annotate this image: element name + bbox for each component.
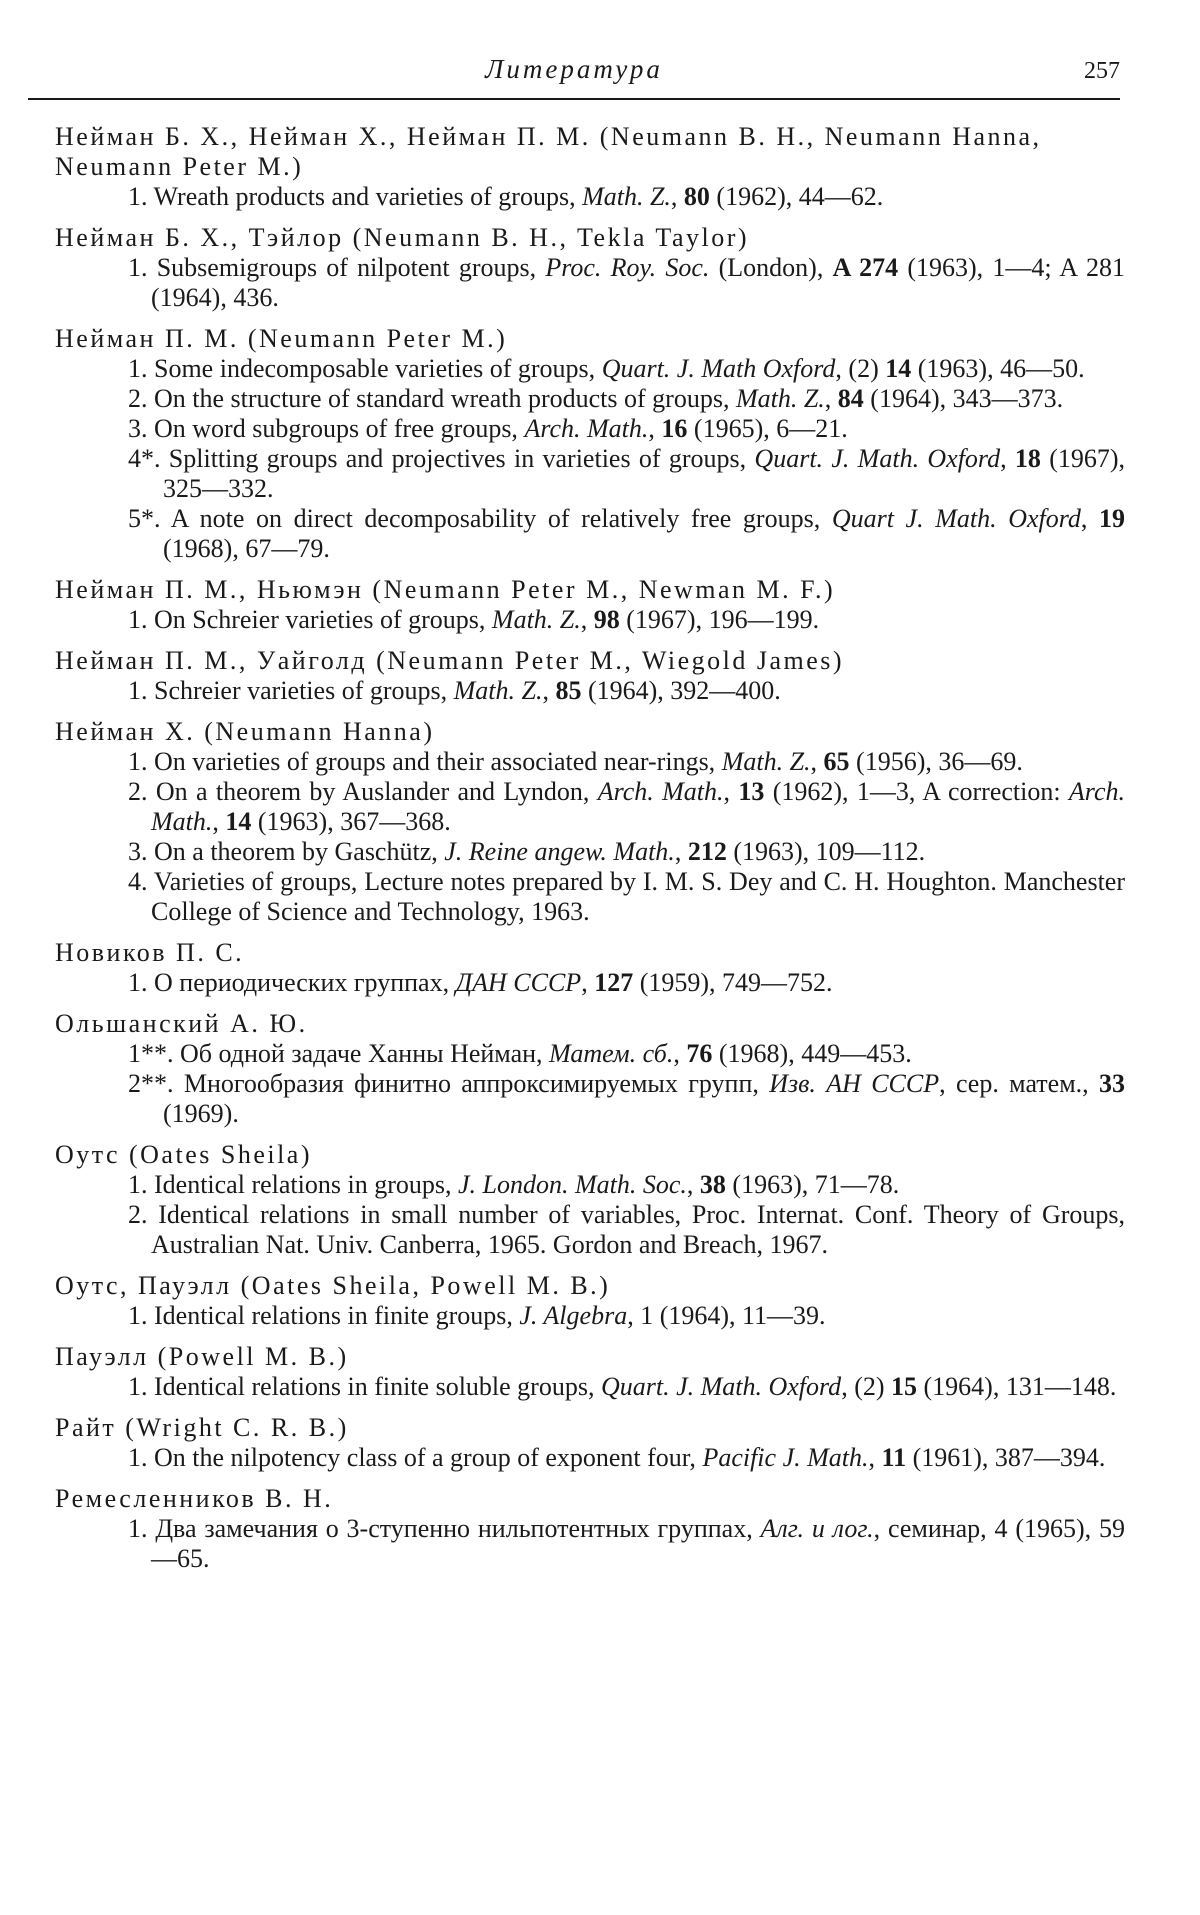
entry-author: Нейман Б. Х., Нейман Х., Нейман П. М. (Neumann B. H., Neumann Hanna, Neumann Peter M.) xyxy=(55,122,1042,181)
journal-title: J. Reine angew. Math. xyxy=(444,837,675,866)
reference-text: (1963), 46—50. xyxy=(911,354,1085,383)
bib-entry xyxy=(55,1342,1125,1402)
reference-text: 1. Subsemigroups of nilpotent groups, xyxy=(128,253,546,282)
reference-item xyxy=(55,504,1125,564)
reference-item xyxy=(55,444,1125,504)
journal-title: J. Algebra xyxy=(519,1301,628,1330)
reference-item xyxy=(55,1200,1125,1260)
reference-text: , xyxy=(580,605,594,634)
running-title: Литература xyxy=(485,54,663,84)
reference-text: 4. Varieties of groups, Lecture notes prepared by I. M. S. Dey and C. H. Houghton. Manchester College of Science and Technology, 1963. xyxy=(128,867,1125,926)
journal-title: Матем. сб. xyxy=(549,1039,674,1068)
volume-number: 212 xyxy=(687,837,727,866)
reference-item xyxy=(55,1039,1125,1069)
reference-item xyxy=(55,676,1125,706)
entry-author: Нейман Б. Х., Тэйлор (Neumann B. H., Tekla Taylor) xyxy=(55,223,750,252)
volume-number: A 274 xyxy=(832,253,899,282)
reference-text: 1. Some indecomposable varieties of groups, xyxy=(128,354,602,383)
journal-title: Алг. и лог. xyxy=(760,1514,874,1543)
journal-title: Quart. J. Math. Oxford xyxy=(600,1372,842,1401)
volume-number: 33 xyxy=(1099,1069,1125,1098)
journal-title: Math. Z. xyxy=(453,676,543,705)
bib-entry xyxy=(55,1009,1125,1129)
reference-item xyxy=(55,1443,1125,1473)
reference-text: , xyxy=(1000,444,1015,473)
reference-item xyxy=(55,605,1125,635)
journal-title: Math. Z. xyxy=(491,605,581,634)
journal-title: Quart. J. Math. Oxford xyxy=(754,444,1001,473)
journal-title: Arch. Math. xyxy=(524,414,649,443)
reference-text: 1. Wreath products and varieties of groups, xyxy=(128,182,583,211)
volume-number: 13 xyxy=(738,777,765,806)
reference-text: , (2) xyxy=(841,1372,892,1401)
reference-text: (1962), 1—3, A correction: xyxy=(764,777,1069,806)
bib-entry xyxy=(55,717,1125,927)
reference-item xyxy=(55,384,1125,414)
reference-text: 2. On the structure of standard wreath products of groups, xyxy=(128,384,736,413)
reference-text: (1963), 367—368. xyxy=(251,807,451,836)
journal-title: Proc. Roy. Soc. xyxy=(545,253,710,282)
reference-text: (1967), 325—332. xyxy=(163,444,1126,503)
reference-text: , xyxy=(686,1170,700,1199)
bib-entry xyxy=(55,1484,1125,1574)
entry-author: Райт (Wright C. R. B.) xyxy=(55,1413,349,1442)
reference-text: 1. On the nilpotency class of a group of exponent four, xyxy=(128,1443,703,1472)
bibliography-list xyxy=(55,122,1125,1585)
reference-text: 1. Identical relations in groups, xyxy=(128,1170,458,1199)
reference-item xyxy=(55,354,1125,384)
volume-number: 16 xyxy=(661,414,688,443)
reference-text: (1964), 392—400. xyxy=(581,676,781,705)
reference-item xyxy=(55,1170,1125,1200)
reference-text: , xyxy=(723,777,739,806)
journal-title: Math. Z. xyxy=(735,384,825,413)
reference-text: 1. Schreier varieties of groups, xyxy=(128,676,454,705)
journal-title: Quart J. Math. Oxford xyxy=(831,504,1081,533)
volume-number: 80 xyxy=(683,182,710,211)
bib-entry xyxy=(55,1413,1125,1473)
reference-text: 2. Identical relations in small number of variables, Proc. Internat. Conf. Theory of Groups, Australian Nat. Univ. Canberra, 1965. Gordon and Breach, 1967. xyxy=(128,1200,1125,1259)
reference-text: 1**. Об одной задаче Ханны Нейман, xyxy=(128,1039,550,1068)
reference-text: , xyxy=(581,968,595,997)
reference-text: 2. On a theorem by Auslander and Lyndon, xyxy=(128,777,598,806)
reference-text: 3. On word subgroups of free groups, xyxy=(128,414,525,443)
reference-text: (1968), 449—453. xyxy=(712,1039,912,1068)
volume-number: 14 xyxy=(225,807,252,836)
reference-text: (1968), 67—79. xyxy=(163,534,330,563)
reference-text: (London), xyxy=(709,253,833,282)
reference-text: , сер. матем., xyxy=(939,1069,1099,1098)
reference-text: 1. On varieties of groups and their associated near-rings, xyxy=(128,747,722,776)
volume-number: 65 xyxy=(823,747,850,776)
volume-number: 84 xyxy=(837,384,864,413)
reference-item xyxy=(55,1372,1125,1402)
reference-text: 1. On Schreier varieties of groups, xyxy=(128,605,492,634)
entry-author: Нейман Х. (Neumann Hanna) xyxy=(55,717,435,746)
volume-number: 11 xyxy=(881,1443,907,1472)
reference-text: 1. Identical relations in finite soluble groups, xyxy=(128,1372,601,1401)
reference-text: , xyxy=(542,676,556,705)
reference-item xyxy=(55,837,1125,867)
volume-number: 18 xyxy=(1014,444,1041,473)
reference-text: , xyxy=(824,384,838,413)
reference-item xyxy=(55,867,1125,927)
volume-number: 19 xyxy=(1099,504,1126,533)
reference-text: 1. Два замечания о 3-ступенно нильпотентных группах, xyxy=(128,1514,761,1543)
reference-text: (1961), 387—394. xyxy=(906,1443,1106,1472)
reference-text: , xyxy=(670,182,684,211)
reference-text: (1962), 44—62. xyxy=(709,182,884,211)
reference-item xyxy=(55,253,1125,313)
journal-title: J. London. Math. Soc. xyxy=(457,1170,687,1199)
reference-text: (1963), 109—112. xyxy=(726,837,926,866)
volume-number: 98 xyxy=(593,605,620,634)
reference-item xyxy=(55,747,1125,777)
reference-item xyxy=(55,182,1125,212)
reference-text: , xyxy=(1080,504,1100,533)
volume-number: 85 xyxy=(555,676,582,705)
volume-number: 76 xyxy=(686,1039,713,1068)
reference-text: 1. О периодических группах, xyxy=(128,968,456,997)
reference-text: (1965), 6—21. xyxy=(687,414,848,443)
bib-entry xyxy=(55,1271,1125,1331)
bib-entry xyxy=(55,646,1125,706)
entry-author: Нейман П. М., Уайголд (Neumann Peter M., Wiegold James) xyxy=(55,646,845,675)
entry-author: Пауэлл (Powell M. B.) xyxy=(55,1342,349,1371)
entry-author: Нейман П. М. (Neumann Peter M.) xyxy=(55,324,508,353)
entry-author: Оутс, Пауэлл (Oates Sheila, Powell M. B.) xyxy=(55,1271,611,1300)
journal-title: Math. Z. xyxy=(582,182,671,211)
entry-author: Новиков П. С. xyxy=(55,938,245,967)
bib-entry xyxy=(55,122,1125,212)
bib-entry xyxy=(55,938,1125,998)
bib-entry xyxy=(55,324,1125,564)
bib-entry xyxy=(55,223,1125,313)
running-header xyxy=(28,48,1120,100)
reference-text: , xyxy=(868,1443,882,1472)
journal-title: Pacific J. Math. xyxy=(702,1443,869,1472)
journal-title: Arch. Math. xyxy=(597,777,724,806)
entry-author: Ремесленников В. Н. xyxy=(55,1484,334,1513)
reference-item xyxy=(55,1069,1125,1129)
volume-number: 14 xyxy=(885,354,912,383)
journal-title: Arch. Math. xyxy=(151,777,1125,836)
volume-number: 38 xyxy=(699,1170,726,1199)
reference-text: (1956), 36—69. xyxy=(849,747,1023,776)
reference-text: 4*. Splitting groups and projectives in varieties of groups, xyxy=(128,444,755,473)
reference-text: , xyxy=(212,807,226,836)
bib-entry xyxy=(55,1140,1125,1260)
entry-author: Ольшанский А. Ю. xyxy=(55,1009,308,1038)
reference-item xyxy=(55,1514,1125,1574)
reference-text: (1964), 131—148. xyxy=(917,1372,1117,1401)
reference-text: , 1 (1964), 11—39. xyxy=(627,1301,826,1330)
entry-author: Нейман П. М., Ньюмэн (Neumann Peter M., Newman M. F.) xyxy=(55,575,836,604)
reference-text: (1963), 1—4; A 281 (1964), 436. xyxy=(151,253,1125,312)
reference-item xyxy=(55,777,1125,837)
entry-author: Оутс (Oates Sheila) xyxy=(55,1140,312,1169)
reference-text: (1967), 196—199. xyxy=(619,605,820,634)
journal-title: Изв. АН СССР xyxy=(769,1069,940,1098)
reference-text: 5*. A note on direct decomposability of relatively free groups, xyxy=(128,504,832,533)
reference-text: (1964), 343—373. xyxy=(863,384,1064,413)
reference-item xyxy=(55,1301,1125,1331)
reference-text: 3. On a theorem by Gaschütz, xyxy=(128,837,445,866)
reference-item xyxy=(55,968,1125,998)
journal-title: Quart. J. Math Oxford xyxy=(601,354,836,383)
journal-title: ДАН СССР xyxy=(455,968,582,997)
reference-text: , xyxy=(674,837,688,866)
reference-text: , xyxy=(648,414,662,443)
volume-number: 15 xyxy=(891,1372,918,1401)
reference-text: , семинар, 4 (1965), 59—65. xyxy=(151,1514,1125,1573)
reference-text: (1969). xyxy=(163,1099,239,1128)
reference-text: , xyxy=(810,747,824,776)
reference-text: , xyxy=(673,1039,687,1068)
page-number: 257 xyxy=(1084,58,1120,84)
journal-title: Math. Z. xyxy=(721,747,811,776)
reference-text: 2**. Многообразия финитно аппроксимируемых групп, xyxy=(128,1069,770,1098)
reference-text: , (2) xyxy=(835,354,886,383)
reference-text: 1. Identical relations in finite groups, xyxy=(128,1301,520,1330)
reference-text: (1959), 749—752. xyxy=(633,968,833,997)
reference-item xyxy=(55,414,1125,444)
bib-entry xyxy=(55,575,1125,635)
volume-number: 127 xyxy=(594,968,634,997)
reference-text: (1963), 71—78. xyxy=(725,1170,900,1199)
